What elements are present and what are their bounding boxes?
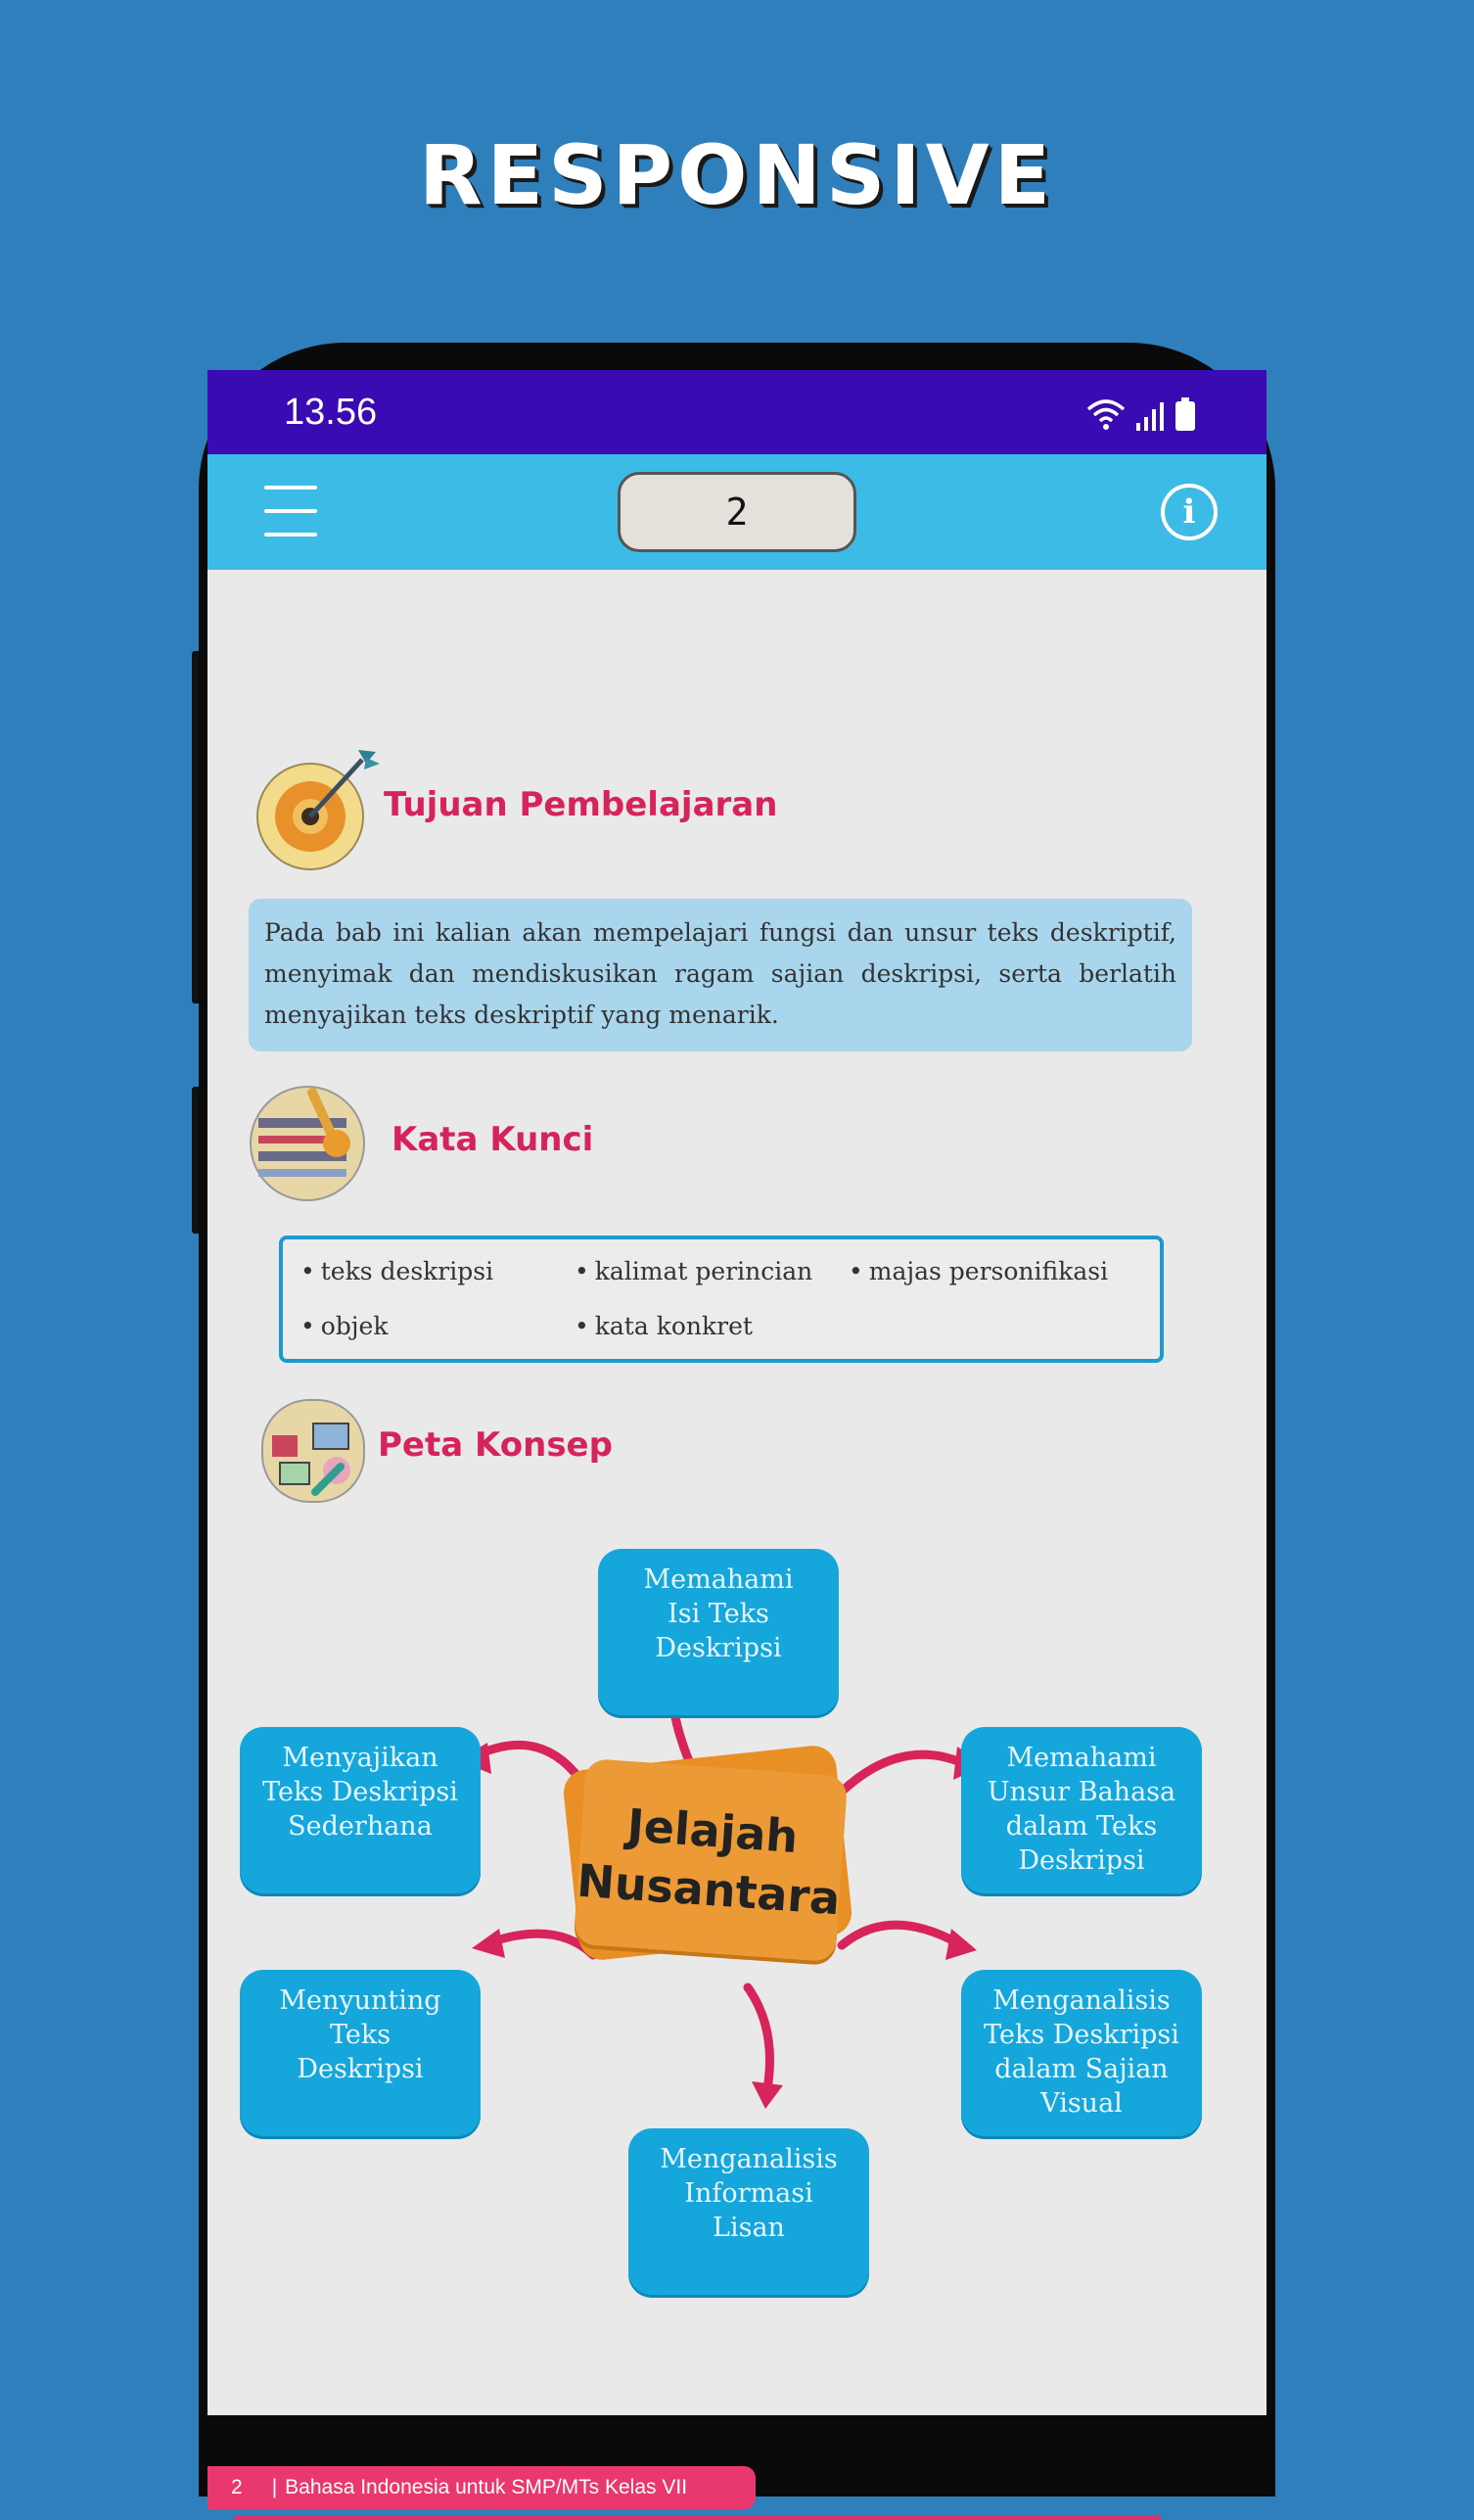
keywords-title: Kata Kunci bbox=[392, 1120, 594, 1159]
keyword-item: • kalimat perincian bbox=[575, 1257, 812, 1285]
goals-title: Tujuan Pembelajaran bbox=[384, 785, 778, 824]
status-bar bbox=[207, 370, 1267, 454]
wifi-icon bbox=[1086, 397, 1126, 431]
footer-separator: | bbox=[271, 2476, 278, 2498]
keyword-item: • teks deskripsi bbox=[300, 1257, 493, 1285]
signal-icon bbox=[1135, 401, 1165, 431]
book-page bbox=[207, 570, 1267, 2498]
keyword-item: • majas personifikasi bbox=[849, 1257, 1108, 1285]
footer-page-number: 2 bbox=[231, 2476, 243, 2498]
battery-icon bbox=[1175, 397, 1196, 431]
status-time: 13.56 bbox=[284, 392, 378, 433]
footer-rule bbox=[235, 2516, 1161, 2520]
footer-book-title: Bahasa Indonesia untuk SMP/MTs Kelas VII bbox=[285, 2476, 688, 2498]
concept-node: Memahami Unsur Bahasa dalam Teks Deskripsi bbox=[961, 1727, 1202, 1893]
keyword-item: • objek bbox=[300, 1312, 389, 1340]
page-footer bbox=[207, 2466, 756, 2509]
concept-map-title: Peta Konsep bbox=[378, 1425, 613, 1465]
concept-node: Menyajikan Teks Deskripsi Sederhana bbox=[240, 1727, 481, 1893]
promo-title: RESPONSIVE bbox=[419, 127, 1055, 223]
goals-text: Pada bab ini kalian akan mempelajari fungsi dan unsur teks deskriptif, menyimak dan mendiskusikan ragam sajian deskripsi, serta berlatih menyajikan teks deskriptif yang menarik. bbox=[249, 899, 1192, 1051]
info-icon[interactable]: i bbox=[1161, 484, 1218, 540]
center-line-2: Nusantara bbox=[575, 1853, 843, 1926]
center-line-1: Jelajah bbox=[625, 1798, 801, 1864]
center-node bbox=[574, 1758, 849, 1962]
concept-node: Memahami Isi Teks Deskripsi bbox=[598, 1549, 839, 1715]
concept-node: Menganalisis Informasi Lisan bbox=[628, 2128, 869, 2295]
status-icons bbox=[1086, 392, 1196, 431]
app-bar bbox=[207, 454, 1267, 570]
hamburger-menu-icon[interactable] bbox=[264, 482, 317, 540]
phone-screen bbox=[207, 370, 1267, 2498]
page-number-button[interactable]: 2 bbox=[618, 472, 856, 552]
keyword-item: • kata konkret bbox=[575, 1312, 753, 1340]
concept-node: Menganalisis Teks Deskripsi dalam Sajian Visual bbox=[961, 1970, 1202, 2136]
concept-node: Menyunting Teks Deskripsi bbox=[240, 1970, 481, 2136]
